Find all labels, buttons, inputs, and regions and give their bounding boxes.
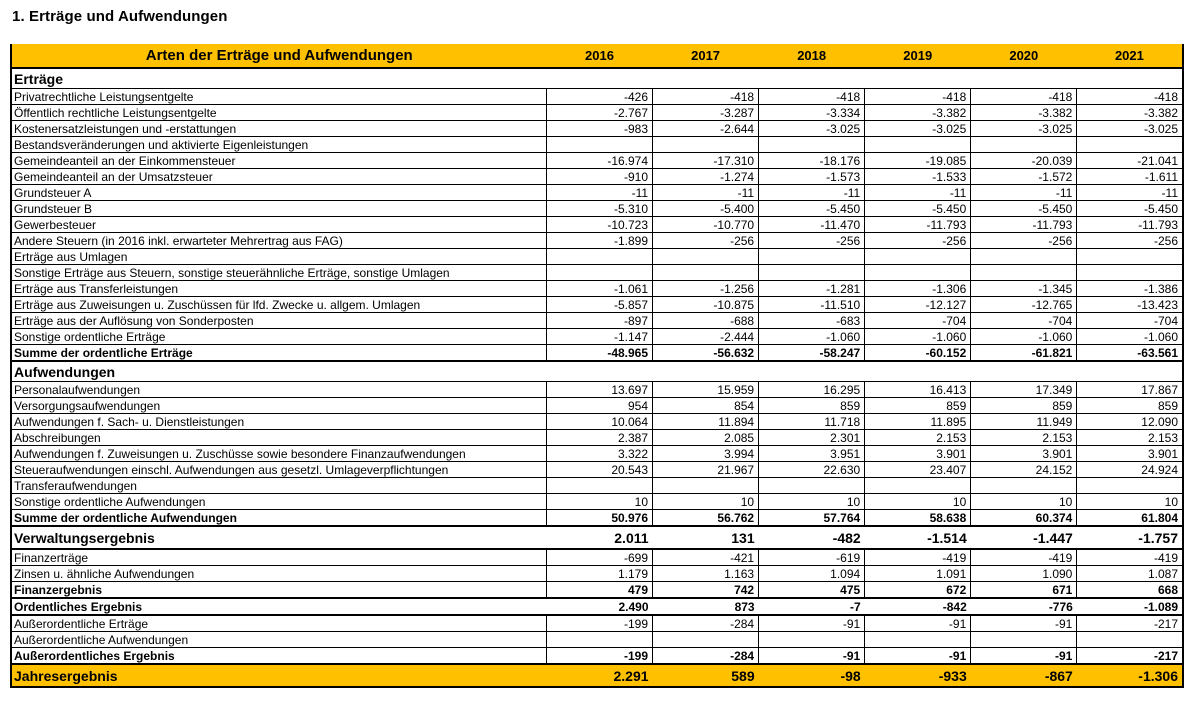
value-cell: -91 xyxy=(971,615,1077,632)
value-cell: -11 xyxy=(759,185,865,201)
value-cell: -5.450 xyxy=(759,201,865,217)
value-cell: -256 xyxy=(653,233,759,249)
value-cell: -1.306 xyxy=(1077,664,1183,687)
value-cell: -10.770 xyxy=(653,217,759,233)
value-cell: -1.572 xyxy=(971,169,1077,185)
row-label: Zinsen u. ähnliche Aufwendungen xyxy=(11,566,546,582)
row-label: Grundsteuer B xyxy=(11,201,546,217)
value-cell: 859 xyxy=(865,398,971,414)
value-cell: 668 xyxy=(1077,582,1183,599)
row-label: Verwaltungsergebnis xyxy=(11,526,546,549)
value-cell: -11 xyxy=(971,185,1077,201)
value-cell: -3.025 xyxy=(971,121,1077,137)
row-label: Außerordentliche Aufwendungen xyxy=(11,632,546,648)
value-cell xyxy=(865,478,971,494)
value-cell: -11.470 xyxy=(759,217,865,233)
value-cell xyxy=(971,632,1077,648)
value-cell xyxy=(546,632,652,648)
table-row xyxy=(11,297,1183,313)
value-cell: -1.611 xyxy=(1077,169,1183,185)
row-label: Finanzerträge xyxy=(11,549,546,566)
value-cell: -910 xyxy=(546,169,652,185)
row-label: Außerordentliche Erträge xyxy=(11,615,546,632)
total-row xyxy=(11,582,1183,599)
row-label: Kostenersatzleistungen und -erstattungen xyxy=(11,121,546,137)
value-cell: -1.061 xyxy=(546,281,652,297)
value-cell: -5.450 xyxy=(865,201,971,217)
value-cell: 10.064 xyxy=(546,414,652,430)
table-row xyxy=(11,217,1183,233)
table-header xyxy=(11,44,1183,68)
row-label: Sonstige ordentliche Erträge xyxy=(11,329,546,345)
value-cell: -1.256 xyxy=(653,281,759,297)
value-cell: 589 xyxy=(653,664,759,687)
value-cell: 10 xyxy=(971,494,1077,510)
value-cell: -284 xyxy=(653,615,759,632)
value-cell: 13.697 xyxy=(546,382,652,398)
value-cell: -2.644 xyxy=(653,121,759,137)
row-label: Öffentlich rechtliche Leistungsentgelte xyxy=(11,105,546,121)
value-cell: 859 xyxy=(1077,398,1183,414)
value-cell: -91 xyxy=(865,615,971,632)
value-cell: -1.060 xyxy=(1077,329,1183,345)
value-cell: -418 xyxy=(759,89,865,105)
value-cell: -1.899 xyxy=(546,233,652,249)
row-label: Privatrechtliche Leistungsentgelte xyxy=(11,89,546,105)
value-cell: 1.091 xyxy=(865,566,971,582)
row-label: Finanzergebnis xyxy=(11,582,546,599)
value-cell: 24.924 xyxy=(1077,462,1183,478)
value-cell: -56.632 xyxy=(653,345,759,362)
row-label: Summe der ordentliche Erträge xyxy=(11,345,546,362)
value-cell: -217 xyxy=(1077,648,1183,665)
value-cell: -19.085 xyxy=(865,153,971,169)
table-row xyxy=(11,382,1183,398)
value-cell xyxy=(546,137,652,153)
value-cell xyxy=(1077,137,1183,153)
value-cell: -419 xyxy=(971,549,1077,566)
value-cell: -256 xyxy=(759,233,865,249)
value-cell: -11 xyxy=(546,185,652,201)
value-cell xyxy=(759,265,865,281)
value-cell: 12.090 xyxy=(1077,414,1183,430)
total-row xyxy=(11,510,1183,527)
value-cell: -11 xyxy=(865,185,971,201)
value-cell: -1.533 xyxy=(865,169,971,185)
row-label: Erträge xyxy=(11,68,1183,89)
value-cell: 672 xyxy=(865,582,971,599)
table-row xyxy=(11,494,1183,510)
row-label: Gemeindeanteil an der Einkommensteuer xyxy=(11,153,546,169)
value-cell: -619 xyxy=(759,549,865,566)
total-row xyxy=(11,345,1183,362)
value-cell xyxy=(865,137,971,153)
value-cell: 57.764 xyxy=(759,510,865,527)
value-cell: -418 xyxy=(653,89,759,105)
value-cell: -3.025 xyxy=(759,121,865,137)
value-cell: -11.793 xyxy=(1077,217,1183,233)
value-cell: -2.444 xyxy=(653,329,759,345)
row-label: Außerordentliches Ergebnis xyxy=(11,648,546,665)
table-row xyxy=(11,398,1183,414)
row-label: Erträge aus Zuweisungen u. Zuschüssen für lfd. Zwecke u. allgem. Umlagen xyxy=(11,297,546,313)
value-cell: -91 xyxy=(971,648,1077,665)
row-label: Summe der ordentliche Aufwendungen xyxy=(11,510,546,527)
grand-total-row xyxy=(11,664,1183,687)
value-cell: -12.765 xyxy=(971,297,1077,313)
row-label: Andere Steuern (in 2016 inkl. erwarteter Mehrertrag aus FAG) xyxy=(11,233,546,249)
value-cell: -842 xyxy=(865,598,971,615)
value-cell: 2.085 xyxy=(653,430,759,446)
table-header-title: Arten der Erträge und Aufwendungen xyxy=(11,44,546,68)
value-cell: -58.247 xyxy=(759,345,865,362)
value-cell: -426 xyxy=(546,89,652,105)
section-row xyxy=(11,68,1183,89)
value-cell: -418 xyxy=(1077,89,1183,105)
value-cell xyxy=(1077,265,1183,281)
table-row xyxy=(11,566,1183,582)
value-cell: -482 xyxy=(759,526,865,549)
value-cell xyxy=(759,632,865,648)
value-cell: 10 xyxy=(759,494,865,510)
value-cell: -1.274 xyxy=(653,169,759,185)
value-cell: 3.901 xyxy=(1077,446,1183,462)
value-cell xyxy=(653,478,759,494)
value-cell: -419 xyxy=(865,549,971,566)
value-cell xyxy=(653,137,759,153)
value-cell: 475 xyxy=(759,582,865,599)
value-cell xyxy=(546,249,652,265)
value-cell: 60.374 xyxy=(971,510,1077,527)
value-cell: -91 xyxy=(759,648,865,665)
value-cell: 3.951 xyxy=(759,446,865,462)
value-cell: -867 xyxy=(971,664,1077,687)
value-cell: -1.147 xyxy=(546,329,652,345)
section-row xyxy=(11,361,1183,382)
value-cell: -1.447 xyxy=(971,526,1077,549)
value-cell xyxy=(653,249,759,265)
value-cell: -421 xyxy=(653,549,759,566)
row-label: Transferaufwendungen xyxy=(11,478,546,494)
table-row xyxy=(11,549,1183,566)
table-row xyxy=(11,430,1183,446)
value-cell: -199 xyxy=(546,648,652,665)
table-row xyxy=(11,169,1183,185)
year-header: 2016 xyxy=(546,44,652,68)
row-label: Erträge aus Umlagen xyxy=(11,249,546,265)
value-cell: 24.152 xyxy=(971,462,1077,478)
table-row xyxy=(11,414,1183,430)
row-label: Ordentliches Ergebnis xyxy=(11,598,546,615)
value-cell xyxy=(865,632,971,648)
value-cell: -11 xyxy=(653,185,759,201)
table-row xyxy=(11,153,1183,169)
value-cell: -704 xyxy=(1077,313,1183,329)
table-row xyxy=(11,137,1183,153)
value-cell: 2.011 xyxy=(546,526,652,549)
value-cell: -5.450 xyxy=(971,201,1077,217)
table-row xyxy=(11,281,1183,297)
row-label: Aufwendungen f. Zuweisungen u. Zuschüsse sowie besondere Finanzaufwendungen xyxy=(11,446,546,462)
table-row xyxy=(11,105,1183,121)
value-cell: 2.153 xyxy=(865,430,971,446)
table-row xyxy=(11,185,1183,201)
value-cell xyxy=(759,249,865,265)
table-row xyxy=(11,121,1183,137)
value-cell: 1.163 xyxy=(653,566,759,582)
year-header: 2019 xyxy=(865,44,971,68)
value-cell: 22.630 xyxy=(759,462,865,478)
value-cell: 1.090 xyxy=(971,566,1077,582)
value-cell xyxy=(653,632,759,648)
value-cell: 61.804 xyxy=(1077,510,1183,527)
value-cell: 2.387 xyxy=(546,430,652,446)
value-cell: 21.967 xyxy=(653,462,759,478)
value-cell: -933 xyxy=(865,664,971,687)
value-cell: 859 xyxy=(759,398,865,414)
table-row xyxy=(11,632,1183,648)
value-cell xyxy=(1077,478,1183,494)
row-label: Gewerbesteuer xyxy=(11,217,546,233)
value-cell: -3.382 xyxy=(865,105,971,121)
value-cell: -1.089 xyxy=(1077,598,1183,615)
value-cell: -17.310 xyxy=(653,153,759,169)
value-cell: -3.025 xyxy=(1077,121,1183,137)
value-cell: 954 xyxy=(546,398,652,414)
income-expense-table xyxy=(10,44,1184,688)
year-header: 2017 xyxy=(653,44,759,68)
value-cell: -1.306 xyxy=(865,281,971,297)
value-cell xyxy=(865,249,971,265)
header-row xyxy=(11,44,1183,68)
value-cell: -199 xyxy=(546,615,652,632)
value-cell: -16.974 xyxy=(546,153,652,169)
value-cell: 854 xyxy=(653,398,759,414)
value-cell xyxy=(546,478,652,494)
value-cell: 16.295 xyxy=(759,382,865,398)
row-label: Steueraufwendungen einschl. Aufwendungen aus gesetzl. Umlageverpflichtungen xyxy=(11,462,546,478)
value-cell: 23.407 xyxy=(865,462,971,478)
value-cell: 15.959 xyxy=(653,382,759,398)
value-cell: -704 xyxy=(971,313,1077,329)
value-cell: -61.821 xyxy=(971,345,1077,362)
value-cell: -91 xyxy=(759,615,865,632)
row-label: Gemeindeanteil an der Umsatzsteuer xyxy=(11,169,546,185)
value-cell: 1.179 xyxy=(546,566,652,582)
value-cell: -48.965 xyxy=(546,345,652,362)
value-cell: 10 xyxy=(653,494,759,510)
value-cell: -18.176 xyxy=(759,153,865,169)
value-cell: -217 xyxy=(1077,615,1183,632)
value-cell: -419 xyxy=(1077,549,1183,566)
value-cell: -1.757 xyxy=(1077,526,1183,549)
value-cell: -13.423 xyxy=(1077,297,1183,313)
value-cell xyxy=(1077,632,1183,648)
value-cell: 2.301 xyxy=(759,430,865,446)
table-row xyxy=(11,462,1183,478)
row-label: Sonstige Erträge aus Steuern, sonstige steuerähnliche Erträge, sonstige Umlagen xyxy=(11,265,546,281)
row-label: Personalaufwendungen xyxy=(11,382,546,398)
value-cell: 671 xyxy=(971,582,1077,599)
value-cell: -3.382 xyxy=(971,105,1077,121)
value-cell: -98 xyxy=(759,664,865,687)
value-cell: -983 xyxy=(546,121,652,137)
value-cell: -20.039 xyxy=(971,153,1077,169)
value-cell: -1.514 xyxy=(865,526,971,549)
value-cell: -699 xyxy=(546,549,652,566)
value-cell: -1.573 xyxy=(759,169,865,185)
row-label: Sonstige ordentliche Aufwendungen xyxy=(11,494,546,510)
row-label: Grundsteuer A xyxy=(11,185,546,201)
value-cell xyxy=(971,137,1077,153)
value-cell: -256 xyxy=(971,233,1077,249)
value-cell: 2.153 xyxy=(1077,430,1183,446)
value-cell: 10 xyxy=(1077,494,1183,510)
table-row xyxy=(11,233,1183,249)
value-cell: 11.718 xyxy=(759,414,865,430)
value-cell xyxy=(1077,249,1183,265)
value-cell: -776 xyxy=(971,598,1077,615)
value-cell: -1.281 xyxy=(759,281,865,297)
value-cell: -5.450 xyxy=(1077,201,1183,217)
value-cell xyxy=(546,265,652,281)
value-cell: -284 xyxy=(653,648,759,665)
value-cell: -5.310 xyxy=(546,201,652,217)
value-cell: 3.901 xyxy=(971,446,1077,462)
value-cell: -60.152 xyxy=(865,345,971,362)
value-cell xyxy=(971,478,1077,494)
year-header: 2018 xyxy=(759,44,865,68)
value-cell: -1.060 xyxy=(971,329,1077,345)
value-cell: -11.793 xyxy=(971,217,1077,233)
value-cell xyxy=(971,265,1077,281)
value-cell: 17.349 xyxy=(971,382,1077,398)
value-cell: -1.060 xyxy=(865,329,971,345)
value-cell: 11.895 xyxy=(865,414,971,430)
row-label: Erträge aus Transferleistungen xyxy=(11,281,546,297)
value-cell: 2.153 xyxy=(971,430,1077,446)
value-cell: -21.041 xyxy=(1077,153,1183,169)
value-cell: -1.345 xyxy=(971,281,1077,297)
value-cell: -1.386 xyxy=(1077,281,1183,297)
row-label: Erträge aus der Auflösung von Sonderposten xyxy=(11,313,546,329)
value-cell: -683 xyxy=(759,313,865,329)
table-row xyxy=(11,313,1183,329)
value-cell xyxy=(759,137,865,153)
total-row xyxy=(11,598,1183,615)
value-cell: 873 xyxy=(653,598,759,615)
row-label: Abschreibungen xyxy=(11,430,546,446)
value-cell: -3.287 xyxy=(653,105,759,121)
value-cell: -91 xyxy=(865,648,971,665)
value-cell: 479 xyxy=(546,582,652,599)
table-row xyxy=(11,446,1183,462)
value-cell: 131 xyxy=(653,526,759,549)
value-cell: -5.400 xyxy=(653,201,759,217)
value-cell: -897 xyxy=(546,313,652,329)
value-cell: 20.543 xyxy=(546,462,652,478)
value-cell: -418 xyxy=(971,89,1077,105)
value-cell: 1.094 xyxy=(759,566,865,582)
value-cell: 3.901 xyxy=(865,446,971,462)
table-row xyxy=(11,89,1183,105)
value-cell: 2.490 xyxy=(546,598,652,615)
table-row xyxy=(11,478,1183,494)
value-cell: 16.413 xyxy=(865,382,971,398)
table-row xyxy=(11,201,1183,217)
row-label: Versorgungsaufwendungen xyxy=(11,398,546,414)
table-row xyxy=(11,329,1183,345)
value-cell: 17.867 xyxy=(1077,382,1183,398)
value-cell: -63.561 xyxy=(1077,345,1183,362)
value-cell: 3.994 xyxy=(653,446,759,462)
value-cell: -1.060 xyxy=(759,329,865,345)
value-cell xyxy=(759,478,865,494)
year-header: 2020 xyxy=(971,44,1077,68)
value-cell: -704 xyxy=(865,313,971,329)
value-cell: -256 xyxy=(865,233,971,249)
value-cell: 50.976 xyxy=(546,510,652,527)
value-cell: -418 xyxy=(865,89,971,105)
value-cell: -3.382 xyxy=(1077,105,1183,121)
value-cell: 11.949 xyxy=(971,414,1077,430)
page-title: 1. Erträge und Aufwendungen xyxy=(12,8,228,25)
value-cell: -11.793 xyxy=(865,217,971,233)
value-cell: 2.291 xyxy=(546,664,652,687)
value-cell: 3.322 xyxy=(546,446,652,462)
table-row xyxy=(11,249,1183,265)
year-header: 2021 xyxy=(1077,44,1183,68)
value-cell xyxy=(653,265,759,281)
value-cell xyxy=(865,265,971,281)
value-cell: 56.762 xyxy=(653,510,759,527)
value-cell: -12.127 xyxy=(865,297,971,313)
value-cell: -3.334 xyxy=(759,105,865,121)
value-cell: 742 xyxy=(653,582,759,599)
value-cell xyxy=(971,249,1077,265)
value-cell: -688 xyxy=(653,313,759,329)
value-cell: -2.767 xyxy=(546,105,652,121)
row-label: Aufwendungen xyxy=(11,361,1183,382)
value-cell: -11.510 xyxy=(759,297,865,313)
value-cell: -11 xyxy=(1077,185,1183,201)
value-cell: -3.025 xyxy=(865,121,971,137)
value-cell: -5.857 xyxy=(546,297,652,313)
value-cell: 859 xyxy=(971,398,1077,414)
value-cell: -10.723 xyxy=(546,217,652,233)
value-cell: 58.638 xyxy=(865,510,971,527)
total-row xyxy=(11,648,1183,665)
row-label: Jahresergebnis xyxy=(11,664,546,687)
value-cell: -256 xyxy=(1077,233,1183,249)
value-cell: 1.087 xyxy=(1077,566,1183,582)
value-cell: 10 xyxy=(865,494,971,510)
value-cell: 10 xyxy=(546,494,652,510)
result-row xyxy=(11,526,1183,549)
table-row xyxy=(11,265,1183,281)
value-cell: 11.894 xyxy=(653,414,759,430)
row-label: Aufwendungen f. Sach- u. Dienstleistungen xyxy=(11,414,546,430)
table-row xyxy=(11,615,1183,632)
row-label: Bestandsveränderungen und aktivierte Eigenleistungen xyxy=(11,137,546,153)
value-cell: -7 xyxy=(759,598,865,615)
value-cell: -10.875 xyxy=(653,297,759,313)
